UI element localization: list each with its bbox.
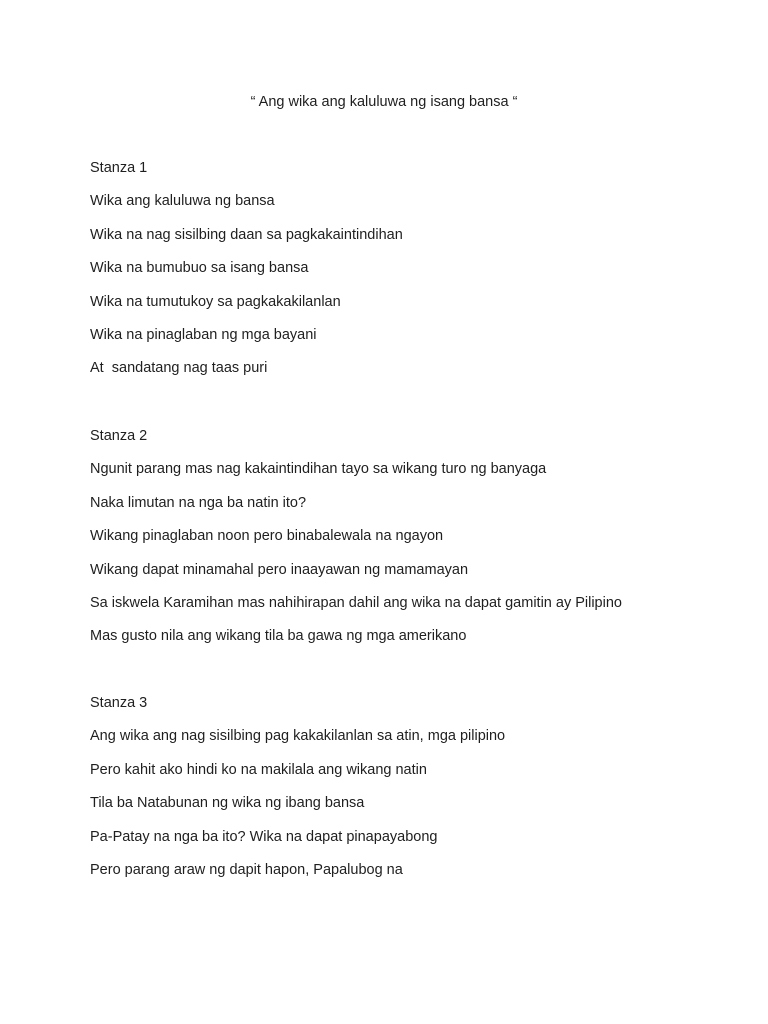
stanza-1 (90, 158, 730, 392)
poem-line: Ang wika ang nag sisilbing pag kakakilanlan sa atin, mga pilipino (90, 728, 506, 745)
poem-line: Pero parang araw ng dapit hapon, Papalubog na (90, 861, 403, 878)
poem-line: Mas gusto nila ang wikang tila ba gawa ng mga amerikano (90, 628, 467, 645)
stanza-heading: Stanza 1 (90, 160, 148, 176)
poem-line: Tila ba Natabunan ng wika ng ibang bansa (90, 795, 365, 812)
poem-line: Pa-Patay na nga ba ito? Wika na dapat pinapayabong (90, 828, 438, 845)
poem-line: Wika na tumutukoy sa pagkakakilanlan (90, 293, 341, 310)
poem-line: Wika na bumubuo sa isang bansa (90, 260, 309, 277)
poem-line: Pero kahit ako hindi ko na makilala ang wikang natin (90, 761, 427, 778)
poem-title: “ Ang wika ang kaluluwa ng isang bansa “ (250, 94, 518, 110)
poem-line: Naka limutan na nga ba natin ito? (90, 494, 307, 511)
stanza-heading: Stanza 3 (90, 695, 148, 711)
poem-line: Ngunit parang mas nag kakaintindihan tayo sa wikang turo ng banyaga (90, 461, 547, 478)
poem-line: Sa iskwela Karamihan mas nahihirapan dahil ang wika na dapat gamitin ay Pilipino (90, 594, 622, 611)
poem-line: At sandatang nag taas puri (90, 360, 268, 377)
poem-line: Wika na pinaglaban ng mga bayani (90, 326, 317, 343)
stanza-2 (90, 426, 730, 660)
poem-line: Wikang dapat minamahal pero inaayawan ng mamamayan (90, 561, 469, 578)
poem-line: Wikang pinaglaban noon pero binabalewala na ngayon (90, 528, 444, 545)
poem-line: Wika ang kaluluwa ng bansa (90, 193, 275, 210)
poem-line: Wika na nag sisilbing daan sa pagkakaintindihan (90, 226, 403, 243)
stanza-3 (90, 693, 730, 893)
stanza-heading: Stanza 2 (90, 428, 148, 444)
